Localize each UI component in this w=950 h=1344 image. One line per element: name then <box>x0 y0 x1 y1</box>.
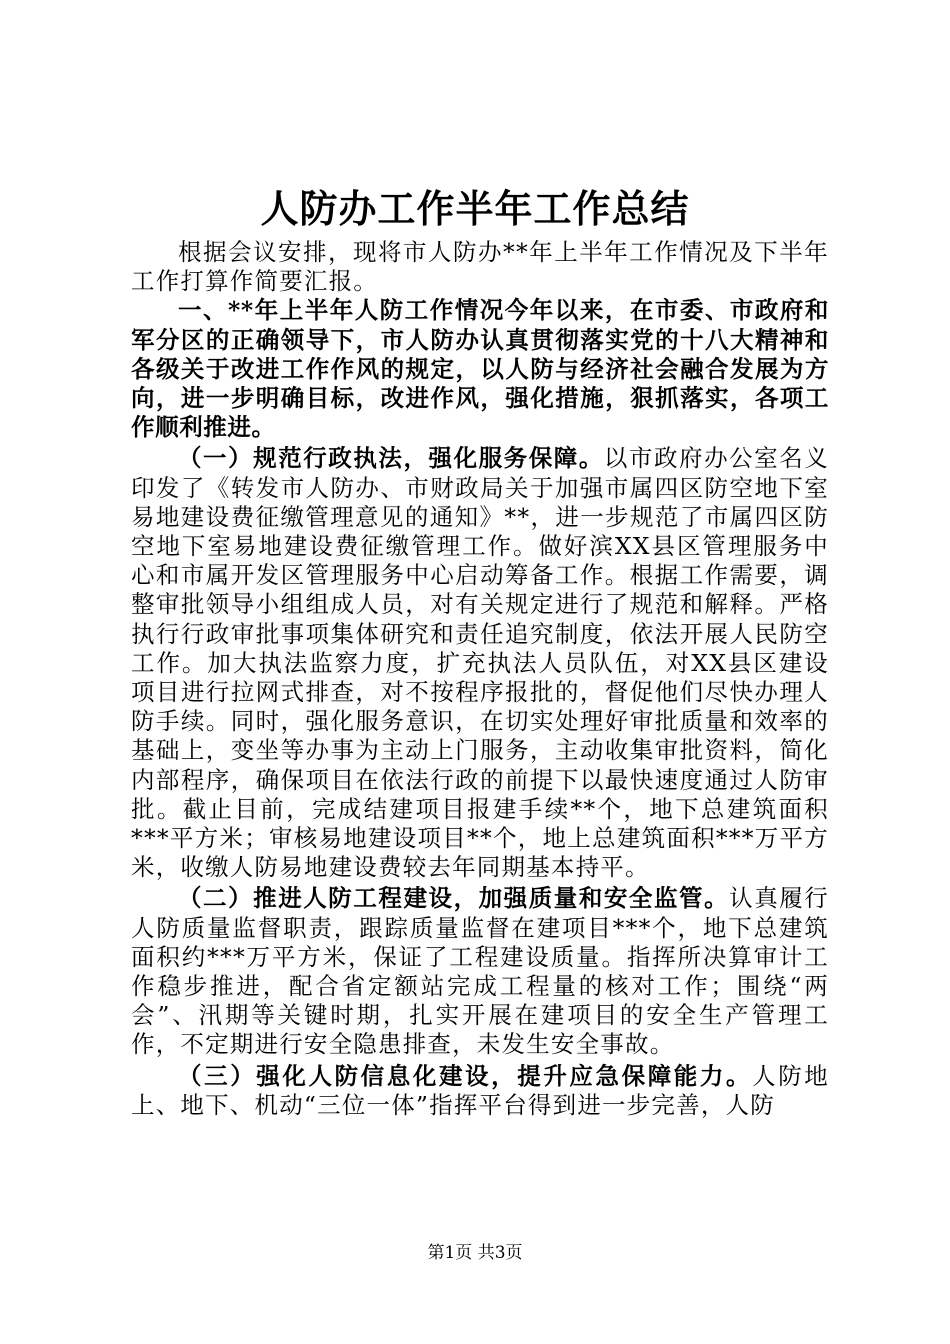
document-body <box>131 238 829 1120</box>
item-one-heading: （一）规范行政执法，强化服务保障。 <box>178 444 604 473</box>
item-two-text: 认真履行人防质量监督职责，跟踪质量监督在建项目***个，地下总建筑面积约***万平方米，保证了工程建设质量。指挥所决算审计工作稳步推进，配合省定额站完成工程量的核对工作；围绕“两会”、汛期等关键时期，扎实开展在建项目的安全生产管理工作，不定期进行安全隐患排查，未发生安全事故。 <box>131 884 829 1059</box>
item-two-heading: （二）推进人防工程建设，加强质量和安全监管。 <box>178 884 730 913</box>
item-one-paragraph <box>131 444 829 882</box>
page-footer: 第1页 共3页 <box>427 1243 523 1263</box>
item-three-heading: （三）强化人防信息化建设，提升应急保障能力。 <box>178 1061 753 1090</box>
intro-paragraph: 根据会议安排，现将市人防办**年上半年工作情况及下半年工作打算作简要汇报。 <box>131 238 829 296</box>
item-three-text: 人防地上、地下、机动“三位一体”指挥平台得到进一步完善，人防 <box>131 1061 829 1119</box>
item-one-text: 以市政府办公室名义印发了《转发市人防办、市财政局关于加强市属四区防空地下室易地建设费征缴管理意见的通知》**，进一步规范了市属四区防空地下室易地建设费征缴管理工作。做好滨XX县区管理服务中心和市属开发区管理服务中心启动筹备工作。根据工作需要，调整审批领导小组组成人员，对有关规定进行了规范和解释。严格执行行政审批事项集体研究和责任追究制度，依法开展人民防空工作。加大执法监察力度，扩充执法人员队伍，对XX县区建设项目进行拉网式排查，对不按程序报批的，督促他们尽快办理人防手续。同时，强化服务意识，在切实处理好审批质量和效率的基础上，变坐等办事为主动上门服务，主动收集审批资料，简化内部程序，确保项目在依法行政的前提下以最快速度通过人防审批。截止目前，完成结建项目报建手续**个，地下总建筑面积***平方米；审核易地建设项目**个，地上总建筑面积***万平方米，收缴人防易地建设费较去年同期基本持平。 <box>131 444 829 882</box>
item-three-paragraph <box>131 1062 829 1120</box>
document-title: 人防办工作半年工作总结 <box>260 186 690 231</box>
item-two-paragraph <box>131 884 829 1059</box>
section-one-paragraph: 一、**年上半年人防工作情况今年以来，在市委、市政府和军分区的正确领导下，市人防办认真贯彻落实党的十八大精神和各级关于改进工作作风的规定，以人防与经济社会融合发展为方向，进一步明确目标，改进作风，强化措施，狠抓落实，各项工作顺利推进。 <box>131 296 829 442</box>
